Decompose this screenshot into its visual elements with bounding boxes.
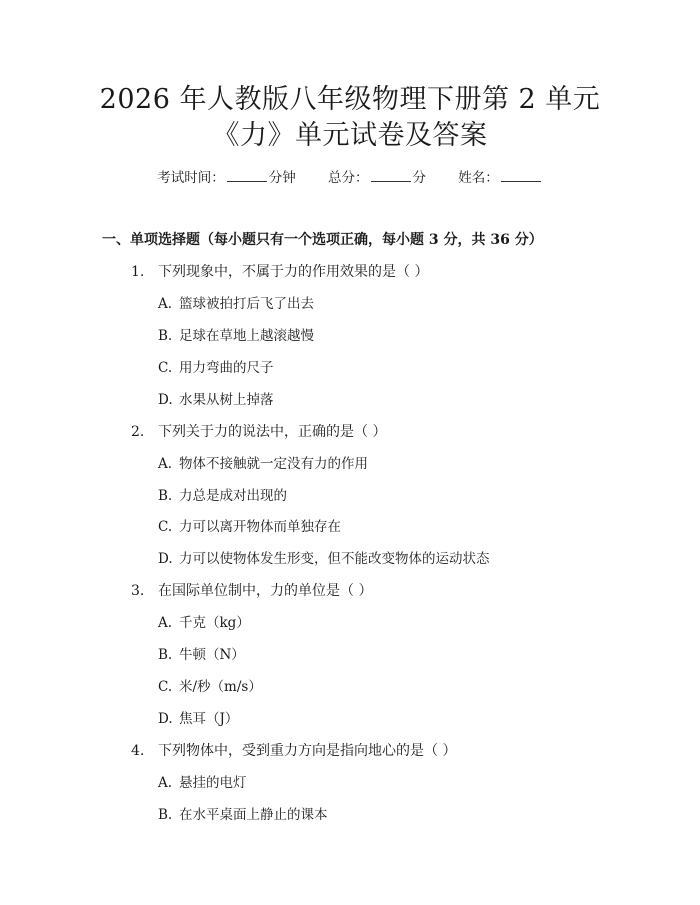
question-3 — [131, 581, 372, 601]
question-1-option-d — [158, 390, 274, 410]
student-name-field — [458, 169, 543, 187]
option-text: 用力弯曲的尺子 — [179, 360, 274, 376]
question-1-option-c — [158, 358, 274, 378]
question-4-option-a — [158, 773, 247, 793]
question-3-option-b — [158, 645, 245, 665]
option-letter: A. — [158, 775, 173, 791]
option-text: 力总是成对出现的 — [179, 488, 287, 504]
question-1 — [131, 262, 428, 282]
question-number: 4. — [131, 743, 145, 759]
question-text: 在国际单位制中，力的单位是（ ） — [158, 583, 373, 599]
question-2 — [131, 422, 386, 442]
question-3-option-d — [158, 709, 238, 729]
option-text: 千克（kg） — [179, 615, 250, 631]
student-name-label: 姓名： — [458, 170, 499, 186]
question-text: 下列现象中，不属于力的作用效果的是（ ） — [158, 264, 429, 280]
option-letter: B. — [158, 807, 173, 823]
option-text: 在水平桌面上静止的课本 — [179, 807, 328, 823]
section-heading-single-choice: 一、单项选择题（每小题只有一个选项正确，每小题 3 分，共 36 分） — [102, 232, 543, 248]
exam-time-blank — [227, 169, 267, 182]
option-letter: C. — [158, 679, 173, 695]
question-4 — [131, 741, 456, 761]
question-3-option-c — [158, 677, 262, 697]
total-score-blank — [371, 169, 411, 182]
student-name-blank — [501, 169, 541, 182]
question-1-option-a — [158, 294, 314, 314]
exam-title-line-1: 2026 年人教版八年级物理下册第 2 单元 — [99, 84, 601, 115]
option-letter: C. — [158, 360, 173, 376]
option-letter: A. — [158, 456, 173, 472]
option-letter: B. — [158, 647, 173, 663]
question-2-option-b — [158, 486, 287, 506]
question-1-option-b — [158, 326, 314, 346]
exam-title-line-2: 《力》单元试卷及答案 — [212, 120, 488, 151]
total-score-field — [328, 169, 426, 187]
option-text: 米/秒（m/s） — [179, 679, 262, 695]
question-2-option-c — [158, 517, 341, 537]
total-score-unit: 分 — [412, 170, 426, 186]
question-2-option-a — [158, 454, 368, 474]
exam-time-label: 考试时间： — [157, 170, 225, 186]
option-text: 力可以离开物体而单独存在 — [179, 519, 341, 535]
option-text: 牛顿（N） — [179, 647, 245, 663]
option-text: 篮球被拍打后飞了出去 — [179, 296, 314, 312]
option-letter: B. — [158, 488, 173, 504]
exam-time-field — [157, 169, 296, 187]
question-text: 下列物体中，受到重力方向是指向地心的是（ ） — [158, 743, 457, 759]
option-letter: A. — [158, 615, 173, 631]
option-letter: D. — [158, 392, 173, 408]
question-text: 下列关于力的说法中，正确的是（ ） — [158, 424, 387, 440]
option-text: 力可以使物体发生形变，但不能改变物体的运动状态 — [179, 551, 490, 567]
question-number: 2. — [131, 424, 145, 440]
question-2-option-d — [158, 549, 490, 569]
option-text: 悬挂的电灯 — [179, 775, 247, 791]
exam-meta-row — [0, 169, 700, 187]
question-number: 1. — [131, 264, 145, 280]
option-letter: D. — [158, 711, 173, 727]
exam-time-unit: 分钟 — [268, 170, 296, 186]
question-3-option-a — [158, 613, 250, 633]
option-letter: B. — [158, 328, 173, 344]
option-letter: C. — [158, 519, 173, 535]
option-letter: D. — [158, 551, 173, 567]
option-text: 焦耳（J） — [179, 711, 239, 727]
total-score-label: 总分： — [328, 170, 369, 186]
option-text: 足球在草地上越滚越慢 — [179, 328, 314, 344]
option-letter: A. — [158, 296, 173, 312]
option-text: 水果从树上掉落 — [179, 392, 274, 408]
option-text: 物体不接触就一定没有力的作用 — [179, 456, 368, 472]
question-4-option-b — [158, 805, 328, 825]
question-number: 3. — [131, 583, 145, 599]
